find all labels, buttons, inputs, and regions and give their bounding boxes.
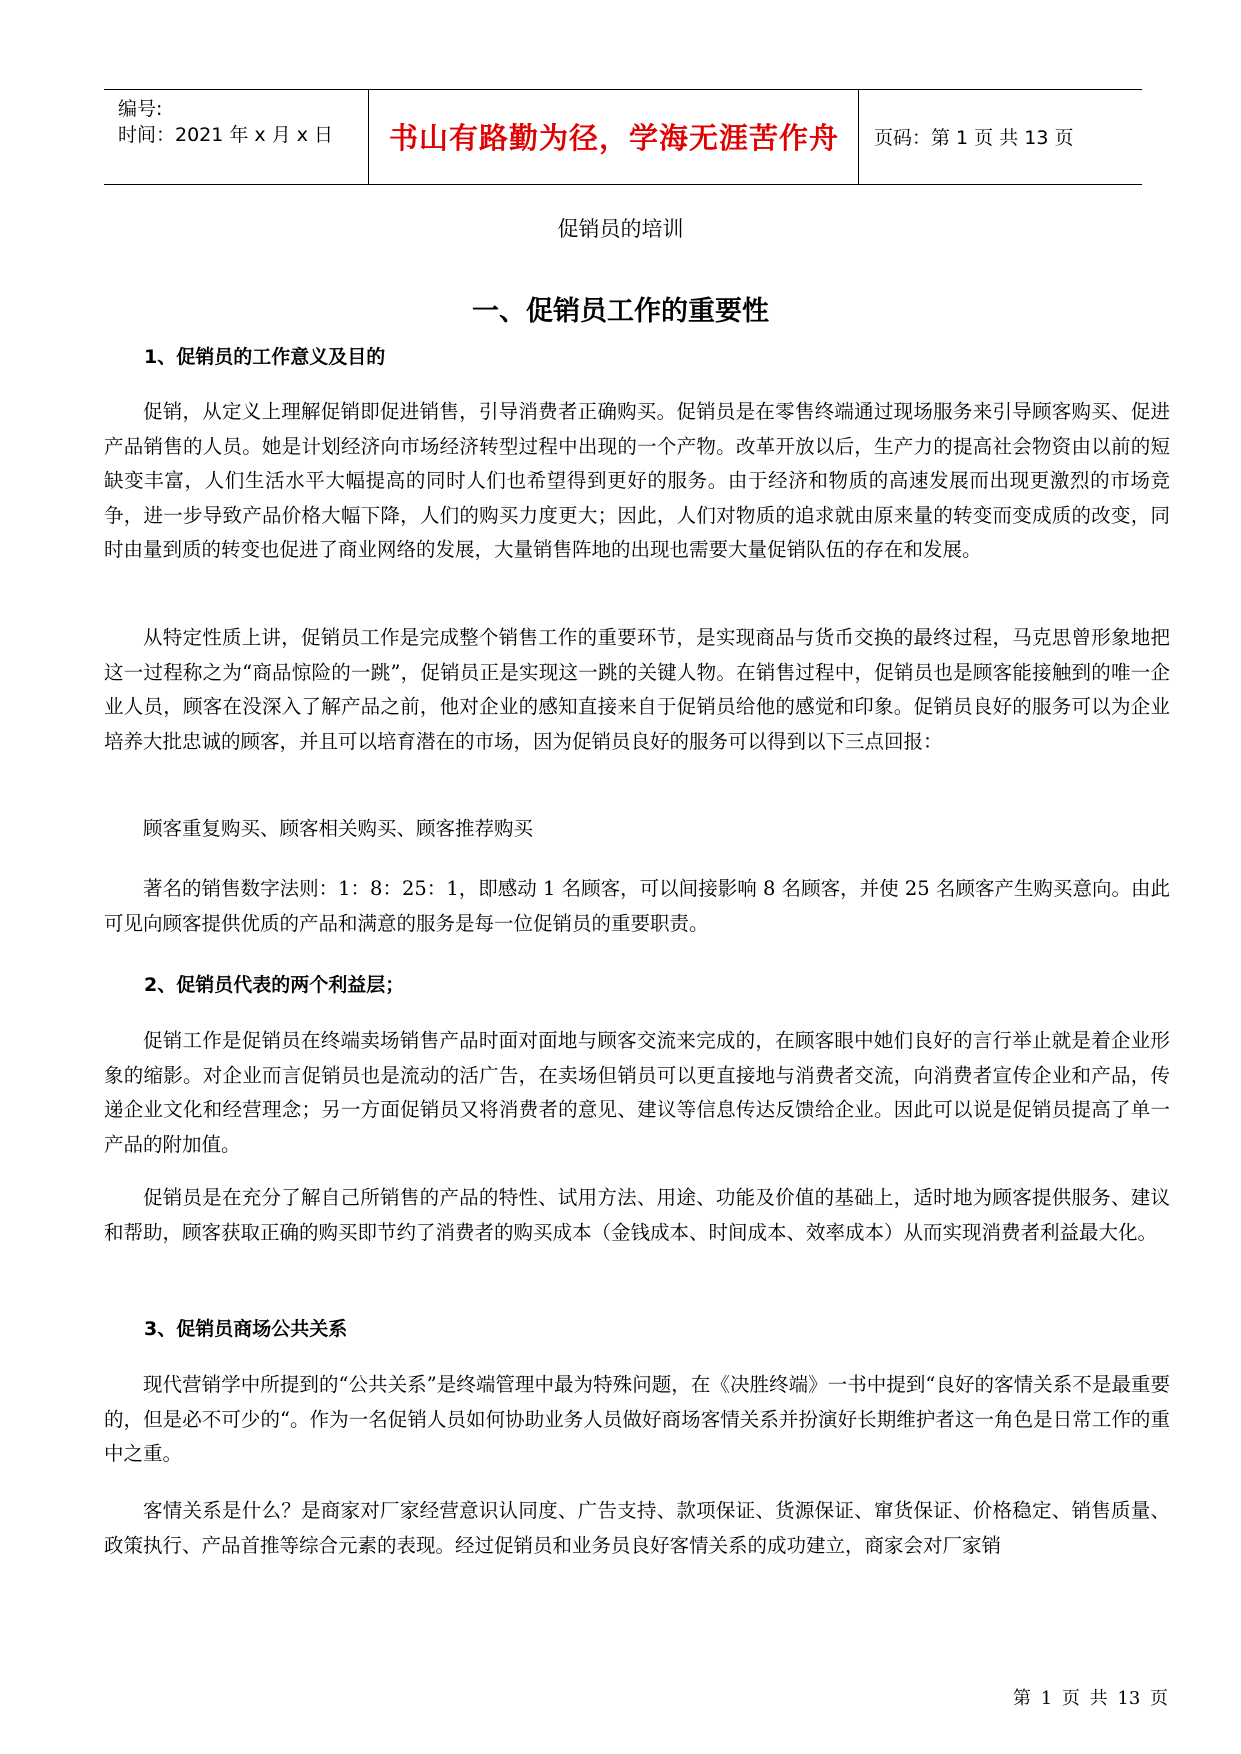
page-footer: 第 1 页 共 13 页 (1013, 1688, 1168, 1709)
time-label: 时间：2021 年 x 月 x 日 (118, 124, 334, 146)
paragraph: 顾客重复购买、顾客相关购买、顾客推荐购买 (143, 817, 534, 840)
paragraph: 著名的销售数字法则：1：8：25：1，即感动 1 名顾客，可以间接影响 8 名顾客，并使 25 名顾客产生购买意向。由此可见向顾客提供优质的产品和满意的服务是每一位促销员的重要职责。 (104, 877, 1170, 935)
number-label: 编号: (118, 98, 163, 120)
section-title: 一、促销员工作的重要性 (472, 296, 769, 327)
header-divider (368, 90, 369, 184)
document-header (104, 89, 1142, 185)
paragraph: 促销，从定义上理解促销即促进销售，引导消费者正确购买。促销员是在零售终端通过现场服务来引导顾客购买、促进产品销售的人员。她是计划经济向市场经济转型过程中出现的一个产物。改革开放以后，生产力的提高社会物资由以前的短缺变丰富，人们生活水平大幅提高的同时人们也希望得到更好的服务。由于经济和物质的高速发展而出现更激烈的市场竞争，进一步导致产品价格大幅下降，人们的购买力度更大；因此，人们对物质的追求就由原来量的转变而变成质的改变，同时由量到质的转变也促进了商业网络的发展，大量销售阵地的出现也需要大量促销队伍的存在和发展。 (104, 400, 1170, 562)
subheading-1: 1、促销员的工作意义及目的 (144, 346, 386, 368)
subheading-3: 3、促销员商场公共关系 (144, 1318, 348, 1340)
page-label: 页码：第 1 页 共 13 页 (874, 127, 1074, 149)
paragraph: 促销工作是促销员在终端卖场销售产品时面对面地与顾客交流来完成的，在顾客眼中她们良好的言行举止就是着企业形象的缩影。对企业而言促销员也是流动的活广告，在卖场但销员可以更直接地与消费者交流，向消费者宣传企业和产品，传递企业文化和经营理念；另一方面促销员又将消费者的意见、建议等信息传达反馈给企业。因此可以说是促销员提高了单一产品的附加值。 (104, 1029, 1170, 1156)
paragraph: 从特定性质上讲，促销员工作是完成整个销售工作的重要环节，是实现商品与货币交换的最终过程，马克思曾形象地把这一过程称之为“商品惊险的一跳”，促销员正是实现这一跳的关键人物。在销售过程中，促销员也是顾客能接触到的唯一企业人员，顾客在没深入了解产品之前，他对企业的感知直接来自于促销员给他的感觉和印象。促销员良好的服务可以为企业培养大批忠诚的顾客，并且可以培育潜在的市场，因为促销员良好的服务可以得到以下三点回报： (104, 626, 1170, 753)
paragraph: 促销员是在充分了解自己所销售的产品的特性、试用方法、用途、功能及价值的基础上，适时地为顾客提供服务、建议和帮助，顾客获取正确的购买即节约了消费者的购买成本（金钱成本、时间成本、效率成本）从而实现消费者利益最大化。 (104, 1186, 1170, 1244)
paragraph: 客情关系是什么？是商家对厂家经营意识认同度、广告支持、款项保证、货源保证、窜货保证、价格稳定、销售质量、政策执行、产品首推等综合元素的表现。经过促销员和业务员良好客情关系的成功建立，商家会对厂家销 (104, 1499, 1170, 1557)
subheading-2: 2、促销员代表的两个利益层； (144, 974, 405, 996)
document-title: 促销员的培训 (557, 217, 684, 241)
motto: 书山有路勤为径，学海无涯苦作舟 (388, 121, 839, 155)
paragraph: 现代营销学中所提到的“公共关系”是终端管理中最为特殊问题，在《决胜终端》一书中提到“良好的客情关系不是最重要的，但是必不可少的“。作为一名促销人员如何协助业务人员做好商场客情关系并扮演好长期维护者这一角色是日常工作的重中之重。 (104, 1373, 1170, 1466)
header-divider (858, 90, 859, 184)
